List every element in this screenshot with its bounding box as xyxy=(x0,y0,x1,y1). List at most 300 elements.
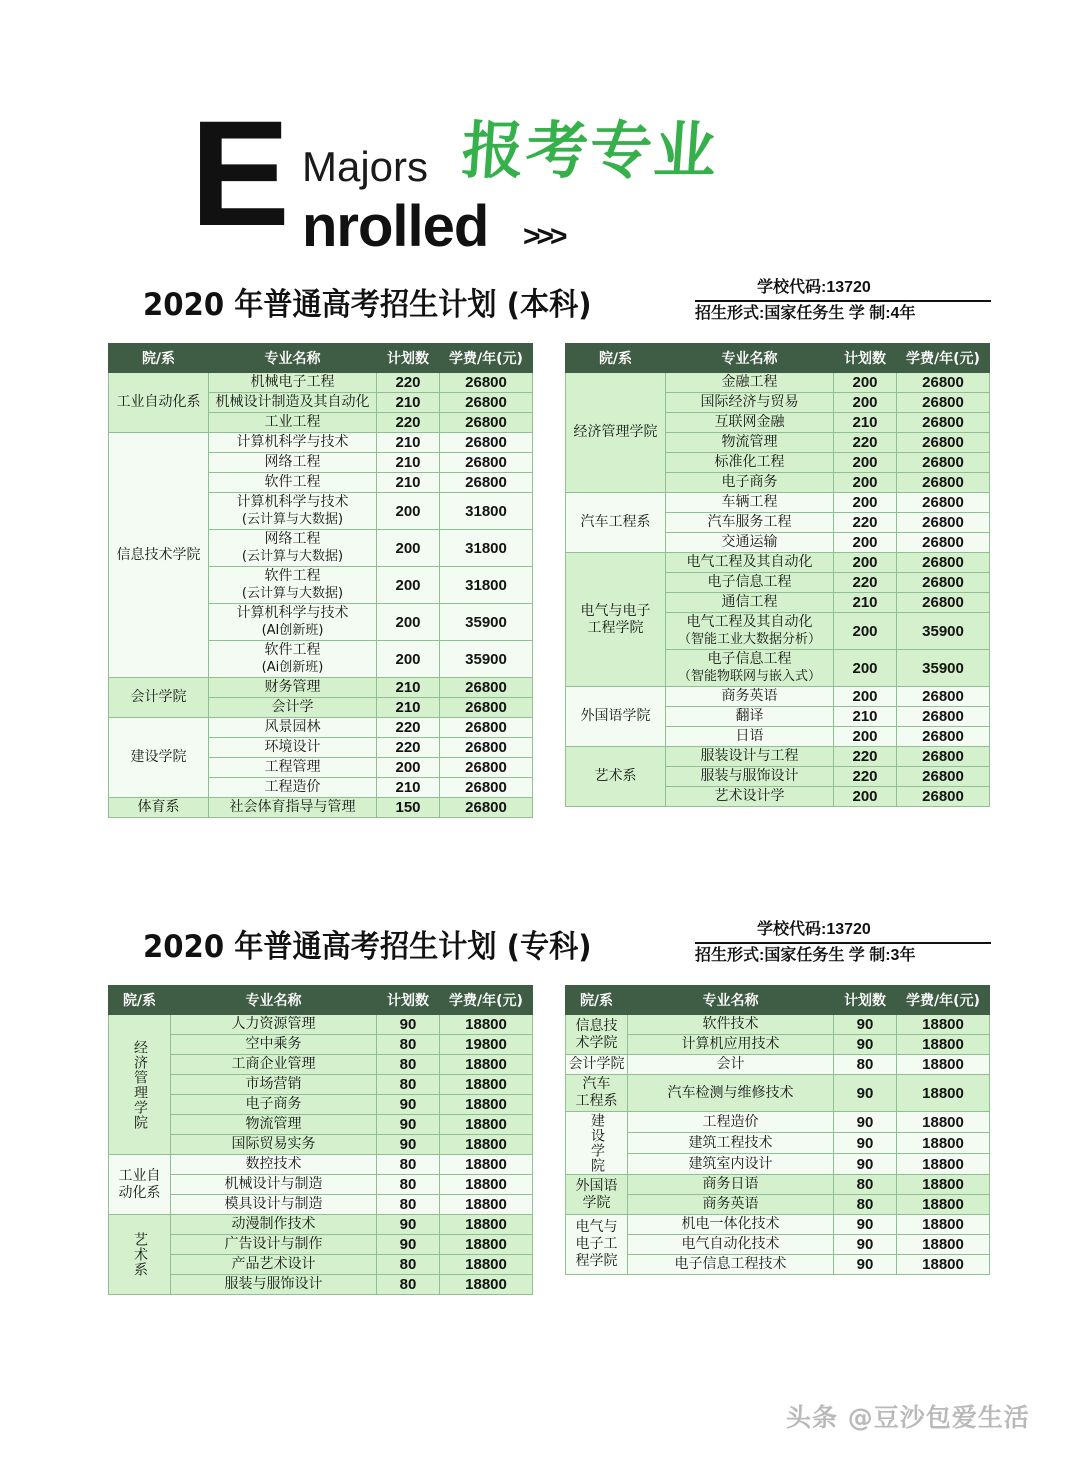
major-name-cell: 商务英语 xyxy=(666,687,834,707)
table-row xyxy=(566,1112,990,1133)
tuition-cell: 26800 xyxy=(440,413,533,433)
table-row xyxy=(109,1255,533,1275)
quota-cell: 200 xyxy=(834,787,897,807)
major-name-cell: 计算机科学与技术 (AI创新班) xyxy=(209,604,377,641)
quota-cell: 90 xyxy=(834,1215,897,1235)
table-row xyxy=(566,1075,990,1112)
major-name-cell: 日语 xyxy=(666,727,834,747)
tuition-cell: 26800 xyxy=(897,493,990,513)
major-name-cell: 物流管理 xyxy=(666,433,834,453)
department-cell: 建设学院 xyxy=(109,718,209,798)
major-name-cell: 动漫制作技术 xyxy=(171,1215,377,1235)
meta-divider xyxy=(695,300,991,302)
major-name-cell: 服装与服饰设计 xyxy=(171,1275,377,1295)
table-row xyxy=(109,1135,533,1155)
quota-cell: 200 xyxy=(377,493,440,530)
table-row xyxy=(109,1035,533,1055)
tuition-cell: 18800 xyxy=(897,1112,990,1133)
major-name-cell: 商务英语 xyxy=(628,1195,834,1215)
major-name-cell: 电气自动化技术 xyxy=(628,1235,834,1255)
major-name-cell: 空中乘务 xyxy=(171,1035,377,1055)
table-row xyxy=(109,718,533,738)
enrollment-form-and-duration: 招生形式:国家任务生 学 制:3年 xyxy=(695,947,916,964)
quota-cell: 90 xyxy=(834,1154,897,1175)
table-row xyxy=(109,1015,533,1035)
tuition-cell: 18800 xyxy=(897,1175,990,1195)
major-name-cell: 标准化工程 xyxy=(666,453,834,473)
quota-cell: 80 xyxy=(377,1035,440,1055)
quota-cell: 200 xyxy=(834,493,897,513)
column-header-tuition: 学费/年(元) xyxy=(897,344,990,373)
column-header-major: 专业名称 xyxy=(628,986,834,1015)
major-direction-note: （智能物联网与嵌入式） xyxy=(677,669,821,684)
hero-chinese-title: 报考专业 xyxy=(459,114,721,187)
department-cell: 外国语 学院 xyxy=(566,1175,628,1215)
tuition-cell: 26800 xyxy=(897,787,990,807)
table-row xyxy=(109,1155,533,1175)
quota-cell: 90 xyxy=(377,1015,440,1035)
tuition-cell: 26800 xyxy=(897,533,990,553)
quota-cell: 80 xyxy=(834,1175,897,1195)
major-name-cell: 工业工程 xyxy=(209,413,377,433)
tuition-cell: 26800 xyxy=(897,573,990,593)
quota-cell: 220 xyxy=(377,718,440,738)
department-cell: 工业自动化系 xyxy=(109,373,209,433)
school-code: 学校代码:13720 xyxy=(757,921,871,938)
quota-cell: 210 xyxy=(834,413,897,433)
column-header-tuition: 学费/年(元) xyxy=(440,344,533,373)
major-name-cell: 国际贸易实务 xyxy=(171,1135,377,1155)
tuition-cell: 35900 xyxy=(440,604,533,641)
major-name-cell: 金融工程 xyxy=(666,373,834,393)
major-name-cell: 财务管理 xyxy=(209,678,377,698)
major-name-cell: 服装设计与工程 xyxy=(666,747,834,767)
tuition-cell: 18800 xyxy=(897,1075,990,1112)
tuition-cell: 26800 xyxy=(440,393,533,413)
major-name-cell: 机械电子工程 xyxy=(209,373,377,393)
section-undergraduate xyxy=(0,279,1080,816)
tuition-cell: 18800 xyxy=(897,1154,990,1175)
tuition-cell: 26800 xyxy=(897,473,990,493)
major-name-cell: 环境设计 xyxy=(209,738,377,758)
major-name-cell: 网络工程 (云计算与大数据) xyxy=(209,530,377,567)
quota-cell: 200 xyxy=(377,530,440,567)
major-name-cell: 广告设计与制作 xyxy=(171,1235,377,1255)
table-row xyxy=(566,373,990,393)
major-name-cell: 会计学 xyxy=(209,698,377,718)
quota-cell: 80 xyxy=(377,1275,440,1295)
quota-cell: 200 xyxy=(834,533,897,553)
tuition-cell: 26800 xyxy=(440,758,533,778)
table-row xyxy=(566,1215,990,1235)
department-cell: 会计学院 xyxy=(566,1055,628,1075)
major-name-cell: 互联网金融 xyxy=(666,413,834,433)
meta-divider xyxy=(695,942,991,944)
major-direction-note: (云计算与大数据) xyxy=(241,512,344,527)
major-name-cell: 交通运输 xyxy=(666,533,834,553)
major-name-cell: 机械设计与制造 xyxy=(171,1175,377,1195)
section-meta xyxy=(695,277,995,325)
quota-cell: 220 xyxy=(377,373,440,393)
table-row xyxy=(109,433,533,453)
major-name-cell: 模具设计与制造 xyxy=(171,1195,377,1215)
tuition-cell: 18800 xyxy=(440,1095,533,1115)
tuition-cell: 18800 xyxy=(440,1115,533,1135)
tuition-cell: 26800 xyxy=(440,473,533,493)
table-row xyxy=(566,1195,990,1215)
quota-cell: 210 xyxy=(377,433,440,453)
quota-cell: 220 xyxy=(834,513,897,533)
table-row xyxy=(109,1095,533,1115)
tuition-cell: 26800 xyxy=(440,778,533,798)
table-row xyxy=(566,1035,990,1055)
tuition-cell: 19800 xyxy=(440,1035,533,1055)
quota-cell: 200 xyxy=(834,687,897,707)
quota-cell: 220 xyxy=(834,747,897,767)
major-name-cell: 工程造价 xyxy=(628,1112,834,1133)
column-header-dept: 院/系 xyxy=(109,986,171,1015)
department-cell: 电气与电子 工程学院 xyxy=(566,553,666,687)
quota-cell: 90 xyxy=(377,1095,440,1115)
quota-cell: 200 xyxy=(834,393,897,413)
quota-cell: 90 xyxy=(834,1133,897,1154)
table-row xyxy=(566,1133,990,1154)
quota-cell: 90 xyxy=(834,1015,897,1035)
tuition-cell: 18800 xyxy=(440,1135,533,1155)
tuition-cell: 26800 xyxy=(897,553,990,573)
major-name-cell: 工商企业管理 xyxy=(171,1055,377,1075)
tuition-cell: 26800 xyxy=(897,747,990,767)
tuition-cell: 26800 xyxy=(897,413,990,433)
major-name-cell: 电子商务 xyxy=(171,1095,377,1115)
tuition-cell: 26800 xyxy=(897,393,990,413)
tuition-cell: 26800 xyxy=(897,707,990,727)
watermark: 头条 @豆沙包爱生活 xyxy=(786,1403,1030,1432)
department-cell: 艺术系 xyxy=(566,747,666,807)
column-header-dept: 院/系 xyxy=(566,344,666,373)
quota-cell: 220 xyxy=(834,573,897,593)
tuition-cell: 26800 xyxy=(440,678,533,698)
major-name-cell: 服装与服饰设计 xyxy=(666,767,834,787)
major-name-cell: 计算机科学与技术 xyxy=(209,433,377,453)
hero-nrolled-label: nrolled xyxy=(302,194,489,259)
tuition-cell: 18800 xyxy=(440,1195,533,1215)
major-name-cell: 软件工程 (Ai创新班) xyxy=(209,641,377,678)
tuition-cell: 18800 xyxy=(440,1055,533,1075)
section-header xyxy=(0,921,1080,973)
major-name-cell: 电子信息工程 （智能物联网与嵌入式） xyxy=(666,650,834,687)
table-row xyxy=(109,1275,533,1295)
quota-cell: 80 xyxy=(377,1175,440,1195)
major-direction-note: (AI创新班) xyxy=(261,623,324,638)
department-cell: 信息技术学院 xyxy=(109,433,209,678)
table-row xyxy=(566,1175,990,1195)
major-name-cell: 物流管理 xyxy=(171,1115,377,1135)
tuition-cell: 26800 xyxy=(897,593,990,613)
tuition-cell: 18800 xyxy=(897,1255,990,1275)
section-title: 2020 年普通高考招生计划 (专科) xyxy=(143,929,592,965)
tuition-cell: 26800 xyxy=(440,718,533,738)
quota-cell: 200 xyxy=(377,604,440,641)
tuition-cell: 26800 xyxy=(897,513,990,533)
tuition-cell: 18800 xyxy=(897,1215,990,1235)
department-cell: 电气与 电子工 程学院 xyxy=(566,1215,628,1275)
major-direction-note: (云计算与大数据) xyxy=(241,586,344,601)
tuition-cell: 18800 xyxy=(440,1235,533,1255)
table-row xyxy=(109,1195,533,1215)
table-row xyxy=(109,1055,533,1075)
major-name-cell: 电气工程及其自动化 （智能工业大数据分析） xyxy=(666,613,834,650)
plan-table-right xyxy=(565,985,990,1275)
tuition-cell: 18800 xyxy=(897,1035,990,1055)
quota-cell: 80 xyxy=(377,1255,440,1275)
tuition-cell: 18800 xyxy=(440,1155,533,1175)
hero-majors-label: Majors xyxy=(302,143,429,190)
school-code: 学校代码:13720 xyxy=(757,279,871,296)
tuition-cell: 18800 xyxy=(440,1175,533,1195)
department-cell: 汽车 工程系 xyxy=(566,1075,628,1112)
major-name-cell: 电子信息工程技术 xyxy=(628,1255,834,1275)
tuition-cell: 26800 xyxy=(440,373,533,393)
tuition-cell: 18800 xyxy=(440,1255,533,1275)
plan-table-right xyxy=(565,343,990,807)
major-name-cell: 建筑工程技术 xyxy=(628,1133,834,1154)
tuition-cell: 18800 xyxy=(897,1195,990,1215)
tuition-cell: 26800 xyxy=(897,727,990,747)
table-row xyxy=(109,1215,533,1235)
plan-table-left xyxy=(108,985,533,1295)
enrollment-plan-table xyxy=(565,343,990,807)
tuition-cell: 26800 xyxy=(897,687,990,707)
major-name-cell: 工程造价 xyxy=(209,778,377,798)
column-header-quota: 计划数 xyxy=(834,986,897,1015)
quota-cell: 220 xyxy=(834,433,897,453)
major-name-cell: 计算机应用技术 xyxy=(628,1035,834,1055)
table-row xyxy=(109,373,533,393)
quota-cell: 80 xyxy=(377,1155,440,1175)
column-header-quota: 计划数 xyxy=(377,986,440,1015)
table-row xyxy=(566,1235,990,1255)
major-name-cell: 市场营销 xyxy=(171,1075,377,1095)
major-name-cell: 数控技术 xyxy=(171,1155,377,1175)
major-direction-note: （智能工业大数据分析） xyxy=(677,632,821,647)
major-name-cell: 艺术设计学 xyxy=(666,787,834,807)
table-row xyxy=(566,747,990,767)
tuition-cell: 31800 xyxy=(440,567,533,604)
department-cell: 外国语学院 xyxy=(566,687,666,747)
major-name-cell: 汽车服务工程 xyxy=(666,513,834,533)
tuition-cell: 18800 xyxy=(440,1075,533,1095)
quota-cell: 80 xyxy=(377,1195,440,1215)
major-direction-note: (云计算与大数据) xyxy=(241,549,344,564)
department-cell: 工业自 动化系 xyxy=(109,1155,171,1215)
table-row xyxy=(566,1154,990,1175)
quota-cell: 200 xyxy=(377,641,440,678)
column-header-tuition: 学费/年(元) xyxy=(897,986,990,1015)
table-row xyxy=(566,493,990,513)
section-vocational xyxy=(0,921,1080,1293)
quota-cell: 90 xyxy=(834,1035,897,1055)
major-name-cell: 机械设计制造及其自动化 xyxy=(209,393,377,413)
column-header-quota: 计划数 xyxy=(377,344,440,373)
major-name-cell: 工程管理 xyxy=(209,758,377,778)
quota-cell: 200 xyxy=(377,758,440,778)
tuition-cell: 26800 xyxy=(897,767,990,787)
table-header-row xyxy=(566,344,990,373)
quota-cell: 220 xyxy=(834,767,897,787)
column-header-major: 专业名称 xyxy=(666,344,834,373)
tuition-cell: 31800 xyxy=(440,530,533,567)
tuition-cell: 26800 xyxy=(897,453,990,473)
table-row xyxy=(109,1115,533,1135)
department-cell: 汽车工程系 xyxy=(566,493,666,553)
quota-cell: 210 xyxy=(377,473,440,493)
enrollment-form-and-duration: 招生形式:国家任务生 学 制:4年 xyxy=(695,305,916,322)
quota-cell: 200 xyxy=(834,553,897,573)
quota-cell: 90 xyxy=(377,1115,440,1135)
major-name-cell: 电子信息工程 xyxy=(666,573,834,593)
column-header-quota: 计划数 xyxy=(834,344,897,373)
quota-cell: 210 xyxy=(377,393,440,413)
table-row xyxy=(109,1175,533,1195)
quota-cell: 210 xyxy=(834,707,897,727)
major-name-cell: 软件工程 (云计算与大数据) xyxy=(209,567,377,604)
tuition-cell: 18800 xyxy=(897,1133,990,1154)
tuition-cell: 18800 xyxy=(897,1015,990,1035)
department-cell: 建设学院 xyxy=(566,1112,628,1175)
quota-cell: 200 xyxy=(834,453,897,473)
major-name-cell: 网络工程 xyxy=(209,453,377,473)
major-name-cell: 软件技术 xyxy=(628,1015,834,1035)
major-direction-note: (Ai创新班) xyxy=(261,660,324,675)
tuition-cell: 35900 xyxy=(440,641,533,678)
tuition-cell: 26800 xyxy=(897,373,990,393)
department-cell: 经济管理学院 xyxy=(566,373,666,493)
chevron-right-icon: >>> xyxy=(523,220,564,253)
quota-cell: 210 xyxy=(834,593,897,613)
tuition-cell: 18800 xyxy=(897,1235,990,1255)
quota-cell: 90 xyxy=(834,1235,897,1255)
major-name-cell: 会计 xyxy=(628,1055,834,1075)
tuition-cell: 18800 xyxy=(440,1215,533,1235)
major-name-cell: 汽车检测与维修技术 xyxy=(628,1075,834,1112)
department-cell: 信息技 术学院 xyxy=(566,1015,628,1055)
quota-cell: 90 xyxy=(377,1235,440,1255)
department-cell: 体育系 xyxy=(109,798,209,818)
tuition-cell: 26800 xyxy=(440,798,533,818)
plan-table-left xyxy=(108,343,533,818)
column-header-major: 专业名称 xyxy=(171,986,377,1015)
tuition-cell: 26800 xyxy=(897,433,990,453)
column-header-dept: 院/系 xyxy=(109,344,209,373)
section-title: 2020 年普通高考招生计划 (本科) xyxy=(143,287,592,323)
quota-cell: 200 xyxy=(834,613,897,650)
hero-big-letter: E xyxy=(190,89,287,257)
tuition-cell: 35900 xyxy=(897,613,990,650)
quota-cell: 90 xyxy=(377,1135,440,1155)
table-row xyxy=(109,1235,533,1255)
tuition-cell: 26800 xyxy=(440,433,533,453)
major-name-cell: 软件工程 xyxy=(209,473,377,493)
quota-cell: 220 xyxy=(377,738,440,758)
quota-cell: 200 xyxy=(834,727,897,747)
quota-cell: 200 xyxy=(834,650,897,687)
quota-cell: 150 xyxy=(377,798,440,818)
table-row xyxy=(109,1075,533,1095)
tuition-cell: 26800 xyxy=(440,698,533,718)
major-name-cell: 建筑室内设计 xyxy=(628,1154,834,1175)
tuition-cell: 26800 xyxy=(440,453,533,473)
table-row xyxy=(566,553,990,573)
major-name-cell: 人力资源管理 xyxy=(171,1015,377,1035)
major-name-cell: 车辆工程 xyxy=(666,493,834,513)
tuition-cell: 18800 xyxy=(440,1015,533,1035)
department-cell: 会计学院 xyxy=(109,678,209,718)
tuition-cell: 31800 xyxy=(440,493,533,530)
major-name-cell: 风景园林 xyxy=(209,718,377,738)
table-row xyxy=(566,687,990,707)
enrollment-plan-table xyxy=(565,985,990,1275)
major-name-cell: 通信工程 xyxy=(666,593,834,613)
section-meta xyxy=(695,919,995,967)
major-name-cell: 商务日语 xyxy=(628,1175,834,1195)
table-header-row xyxy=(566,986,990,1015)
quota-cell: 210 xyxy=(377,698,440,718)
major-name-cell: 产品艺术设计 xyxy=(171,1255,377,1275)
quota-cell: 220 xyxy=(377,413,440,433)
tuition-cell: 26800 xyxy=(440,738,533,758)
table-header-row xyxy=(109,986,533,1015)
quota-cell: 80 xyxy=(377,1055,440,1075)
table-row xyxy=(109,678,533,698)
major-name-cell: 计算机科学与技术 (云计算与大数据) xyxy=(209,493,377,530)
quota-cell: 90 xyxy=(834,1255,897,1275)
major-name-cell: 翻译 xyxy=(666,707,834,727)
quota-cell: 90 xyxy=(834,1075,897,1112)
quota-cell: 210 xyxy=(377,453,440,473)
quota-cell: 200 xyxy=(377,567,440,604)
quota-cell: 210 xyxy=(377,778,440,798)
quota-cell: 80 xyxy=(834,1055,897,1075)
quota-cell: 200 xyxy=(834,473,897,493)
enrollment-plan-table xyxy=(108,985,533,1295)
major-name-cell: 电气工程及其自动化 xyxy=(666,553,834,573)
quota-cell: 80 xyxy=(377,1075,440,1095)
department-cell: 艺术系 xyxy=(109,1215,171,1295)
column-header-tuition: 学费/年(元) xyxy=(440,986,533,1015)
major-name-cell: 机电一体化技术 xyxy=(628,1215,834,1235)
table-row xyxy=(566,1015,990,1035)
quota-cell: 210 xyxy=(377,678,440,698)
page-header xyxy=(190,89,890,268)
tuition-cell: 18800 xyxy=(440,1275,533,1295)
quota-cell: 80 xyxy=(834,1195,897,1215)
column-header-major: 专业名称 xyxy=(209,344,377,373)
tuition-cell: 18800 xyxy=(897,1055,990,1075)
tuition-cell: 35900 xyxy=(897,650,990,687)
column-header-dept: 院/系 xyxy=(566,986,628,1015)
department-cell: 经济管理学院 xyxy=(109,1015,171,1155)
table-header-row xyxy=(109,344,533,373)
quota-cell: 90 xyxy=(377,1215,440,1235)
major-name-cell: 电子商务 xyxy=(666,473,834,493)
quota-cell: 90 xyxy=(834,1112,897,1133)
enrollment-plan-table xyxy=(108,343,533,818)
section-header xyxy=(0,279,1080,331)
table-row xyxy=(566,1255,990,1275)
table-row xyxy=(109,798,533,818)
major-name-cell: 国际经济与贸易 xyxy=(666,393,834,413)
